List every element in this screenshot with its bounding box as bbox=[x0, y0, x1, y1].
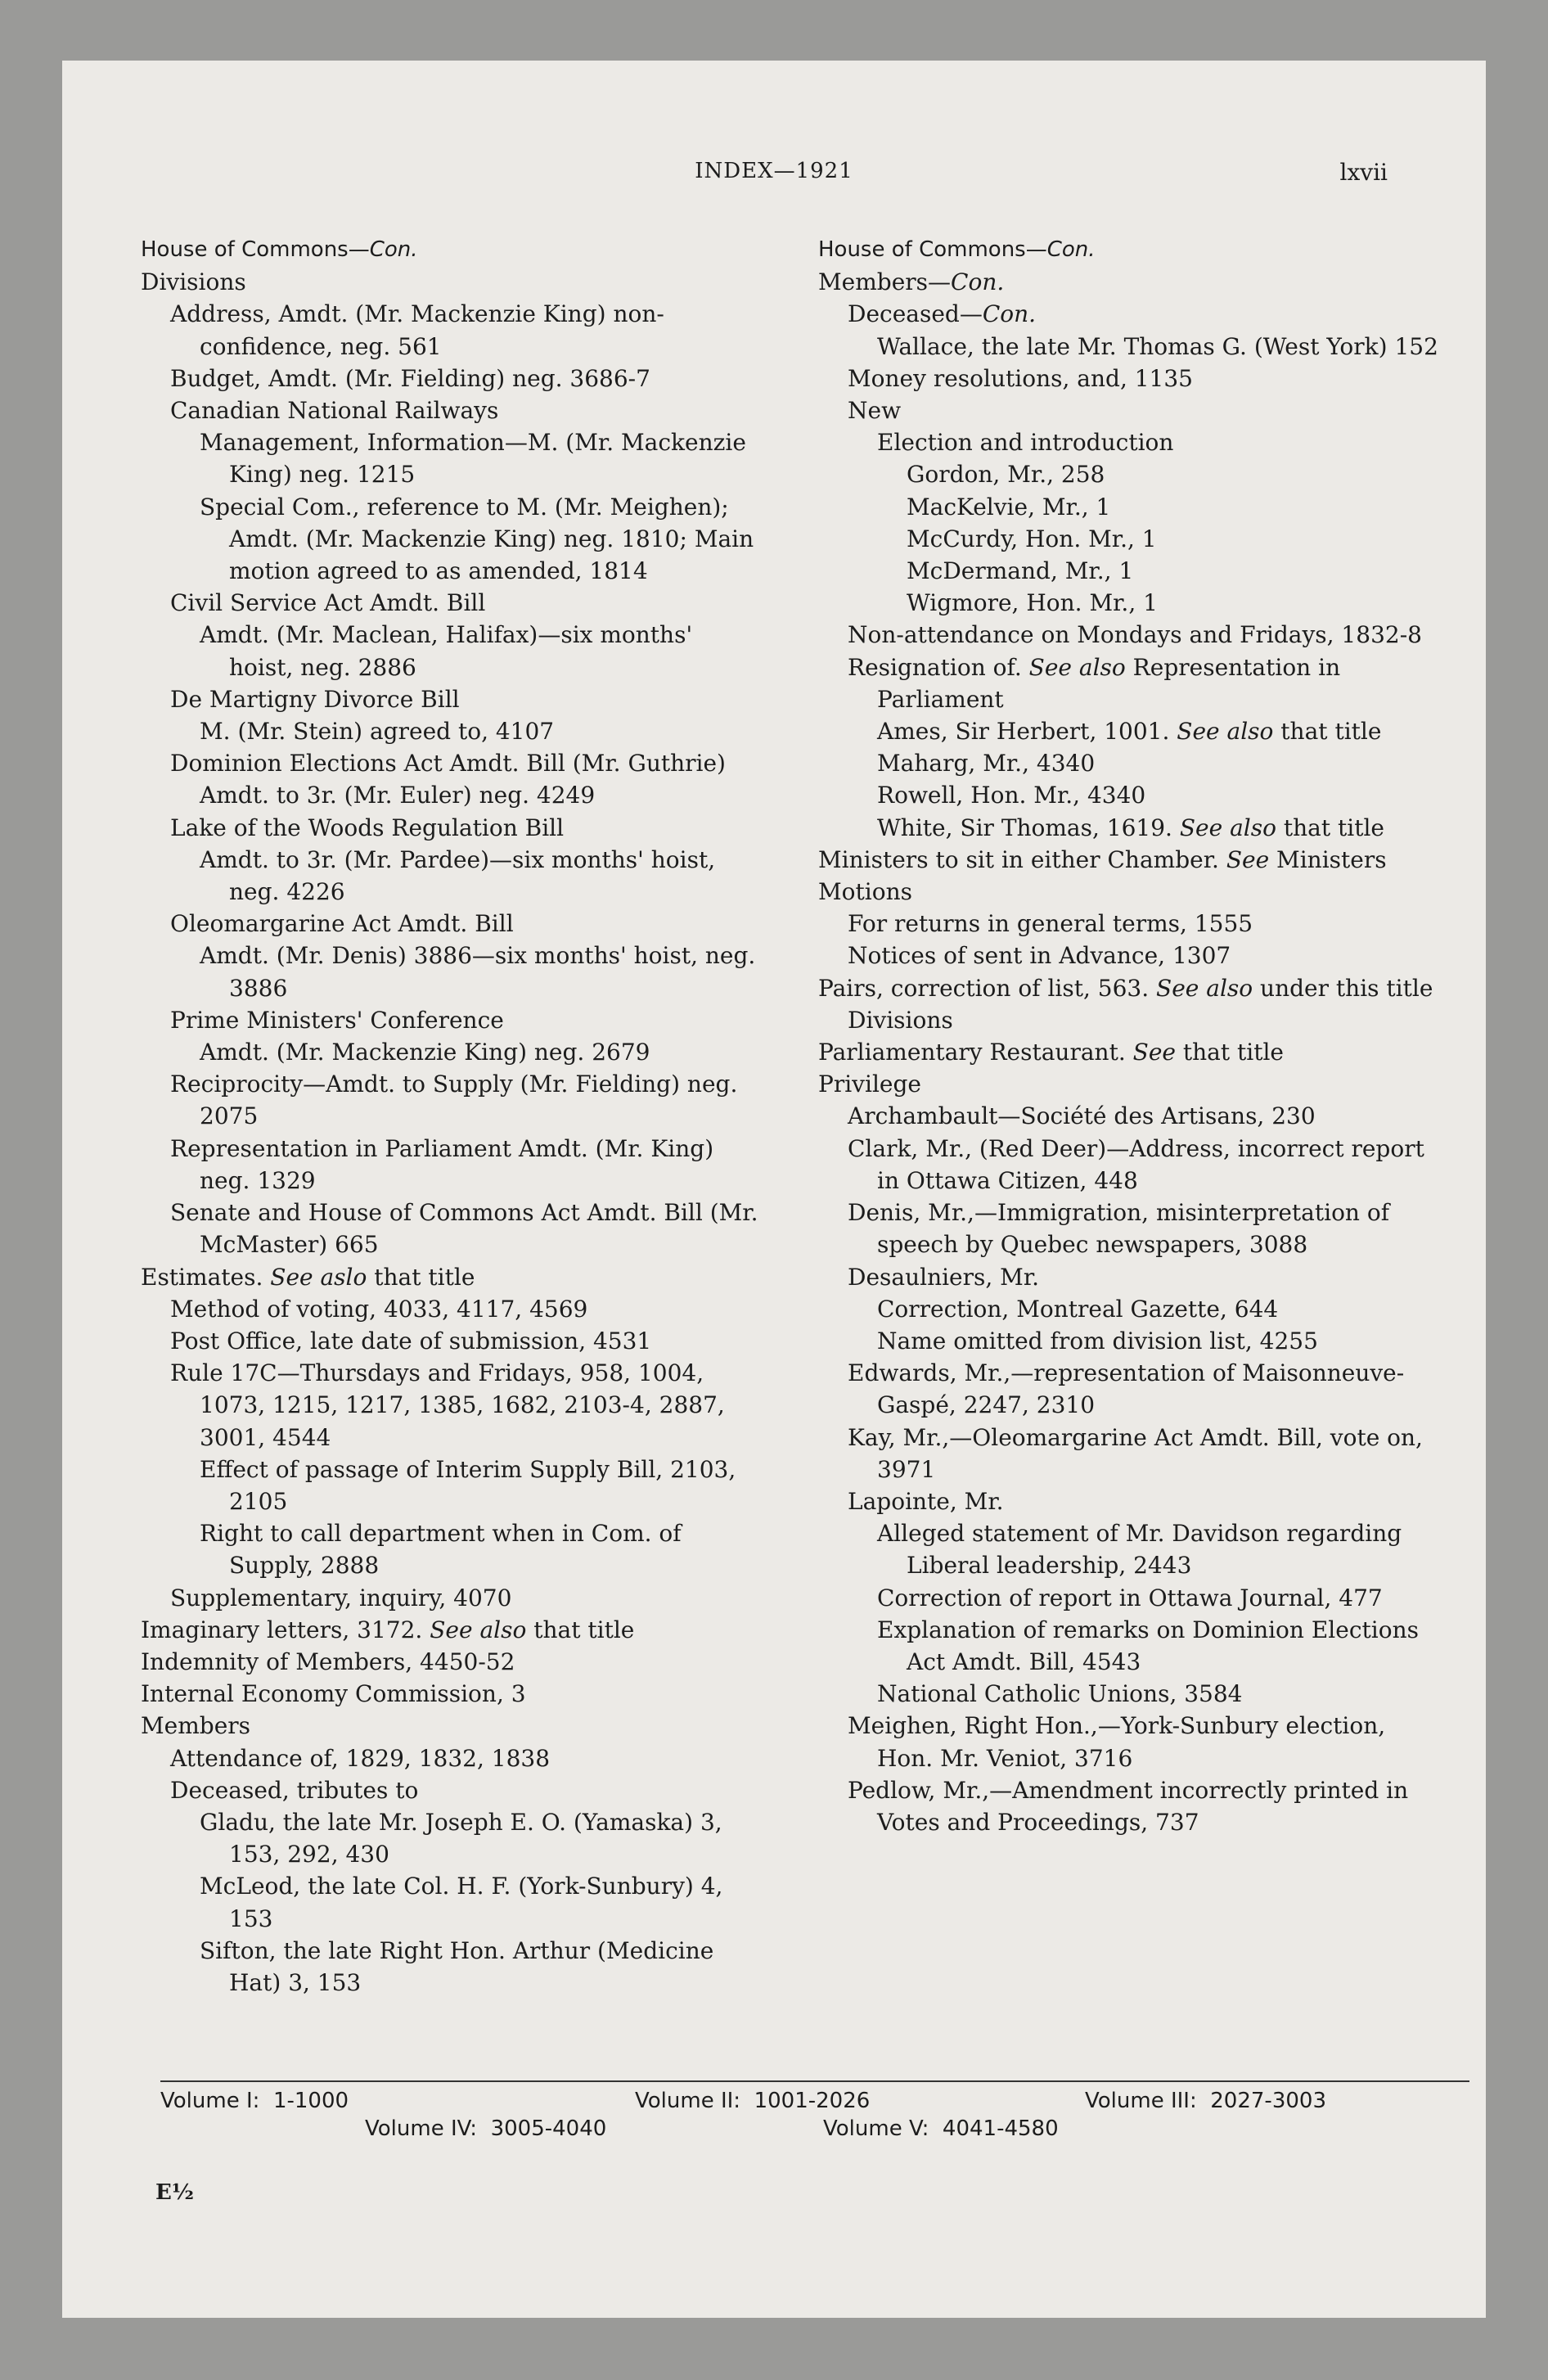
index-entry: National Catholic Unions, 3584 bbox=[877, 1680, 1243, 1708]
index-entry: Divisions bbox=[141, 268, 246, 296]
index-entry: Meighen, Right Hon.,—York-Sunbury election, Hon. Mr. Veniot, 3716 bbox=[848, 1712, 1386, 1772]
index-entry: Civil Service Act Amdt. Bill bbox=[170, 589, 486, 617]
volume-key-item: Volume V: 4041-4580 bbox=[823, 2116, 1059, 2141]
volume-key-item: Volume I: 1-1000 bbox=[160, 2089, 349, 2113]
index-entry: Right to call department when in Com. of Supply, 2888 bbox=[200, 1520, 682, 1580]
index-entry: Amdt. (Mr. Maclean, Halifax)—six months' hoist, neg. 2886 bbox=[200, 621, 693, 681]
footer-rule bbox=[160, 2080, 1469, 2082]
index-entry: Archambault—Société des Artisans, 230 bbox=[848, 1102, 1316, 1130]
index-entry: Notices of sent in Advance, 1307 bbox=[848, 942, 1231, 970]
index-entry: Resignation of. See also Representation in Parliament bbox=[848, 653, 1341, 713]
index-entry: Prime Ministers' Conference bbox=[170, 1006, 504, 1034]
index-entry: Post Office, late date of submission, 4531 bbox=[170, 1327, 652, 1355]
index-entry: Method of voting, 4033, 4117, 4569 bbox=[170, 1295, 588, 1323]
index-entry: McCurdy, Hon. Mr., 1 bbox=[907, 525, 1157, 552]
index-entry: Reciprocity—Amdt. to Supply (Mr. Fielding) neg. 2075 bbox=[170, 1071, 738, 1130]
index-entry: Dominion Elections Act Amdt. Bill (Mr. Guthrie) bbox=[170, 750, 726, 778]
index-entry: Supplementary, inquiry, 4070 bbox=[170, 1584, 512, 1611]
index-entry: Parliamentary Restaurant. See that title bbox=[818, 1039, 1284, 1066]
running-title: INDEX—1921 bbox=[695, 159, 853, 183]
index-entry: MacKelvie, Mr., 1 bbox=[907, 493, 1111, 521]
index-entry: Pedlow, Mr.,—Amendment incorrectly printed in Votes and Proceedings, 737 bbox=[848, 1776, 1409, 1836]
index-entry: Name omitted from division list, 4255 bbox=[877, 1327, 1318, 1355]
index-entry: McLeod, the late Col. H. F. (York-Sunbury) 4, 153 bbox=[200, 1873, 723, 1932]
volume-key-item: Volume IV: 3005-4040 bbox=[365, 2116, 607, 2141]
index-entry: Money resolutions, and, 1135 bbox=[848, 364, 1193, 392]
index-entry: Representation in Parliament Amdt. (Mr. King) neg. 1329 bbox=[170, 1134, 714, 1194]
volume-key-item: Volume II: 1001-2026 bbox=[635, 2089, 871, 2113]
index-entry: Lapointe, Mr. bbox=[848, 1487, 1004, 1515]
index-entry: Imaginary letters, 3172. See also that title bbox=[141, 1616, 635, 1643]
index-entry: Canadian National Railways bbox=[170, 397, 499, 425]
index-entry: Motions bbox=[818, 878, 912, 906]
index-entry: Clark, Mr., (Red Deer)—Address, incorrect report in Ottawa Citizen, 448 bbox=[848, 1134, 1424, 1194]
index-entry: Amdt. (Mr. Denis) 3886—six months' hoist, neg. 3886 bbox=[200, 942, 756, 1002]
section-heading: House of Commons—Con. bbox=[818, 237, 1096, 262]
index-entry: For returns in general terms, 1555 bbox=[848, 910, 1253, 938]
index-entry: Rowell, Hon. Mr., 4340 bbox=[877, 782, 1146, 809]
volume-key-item: Volume III: 2027-3003 bbox=[1085, 2089, 1326, 2113]
index-entry: Address, Amdt. (Mr. Mackenzie King) non-confidence, neg. 561 bbox=[170, 300, 664, 360]
index-entry: Amdt. (Mr. Mackenzie King) neg. 2679 bbox=[200, 1039, 650, 1066]
index-entry: Correction of report in Ottawa Journal, 477 bbox=[877, 1584, 1383, 1611]
index-entry: Rule 17C—Thursdays and Fridays, 958, 1004, 1073, 1215, 1217, 1385, 1682, 2103-4, 2887, 3001, 4544 bbox=[170, 1359, 725, 1451]
index-column-left bbox=[141, 234, 763, 1999]
index-entry: Budget, Amdt. (Mr. Fielding) neg. 3686-7 bbox=[170, 364, 650, 392]
index-entry: Pairs, correction of list, 563. See also under this title Divisions bbox=[818, 974, 1433, 1034]
index-entry: Non-attendance on Mondays and Fridays, 1832-8 bbox=[848, 621, 1422, 649]
index-entry: Kay, Mr.,—Oleomargarine Act Amdt. Bill, vote on, 3971 bbox=[848, 1423, 1423, 1483]
index-entry: Privilege bbox=[818, 1071, 921, 1098]
index-entry: M. (Mr. Stein) agreed to, 4107 bbox=[200, 718, 555, 746]
index-entry: De Martigny Divorce Bill bbox=[170, 685, 460, 713]
index-entry: Ames, Sir Herbert, 1001. See also that title bbox=[877, 718, 1382, 746]
index-entry: Senate and House of Commons Act Amdt. Bill (Mr. McMaster) 665 bbox=[170, 1199, 758, 1259]
index-entry: Wallace, the late Mr. Thomas G. (West York) 152 bbox=[877, 332, 1438, 360]
index-entry: Denis, Mr.,—Immigration, misinterpretation of speech by Quebec newspapers, 3088 bbox=[848, 1199, 1390, 1259]
index-entry: McDermand, Mr., 1 bbox=[907, 557, 1134, 585]
index-entry: Members—Con. bbox=[818, 268, 1005, 296]
index-entry: Gordon, Mr., 258 bbox=[907, 461, 1105, 489]
index-entry: Effect of passage of Interim Supply Bill, 2103, 2105 bbox=[200, 1455, 736, 1515]
section-heading: House of Commons—Con. bbox=[141, 237, 418, 262]
page-header bbox=[62, 159, 1486, 200]
index-entry: Amdt. to 3r. (Mr. Euler) neg. 4249 bbox=[200, 782, 596, 809]
index-entry: Election and introduction bbox=[877, 429, 1174, 457]
index-entry: Ministers to sit in either Chamber. See Ministers bbox=[818, 845, 1387, 873]
index-page bbox=[62, 61, 1486, 2318]
index-entry: Attendance of, 1829, 1832, 1838 bbox=[170, 1744, 551, 1772]
index-entry: Estimates. See aslo that title bbox=[141, 1263, 475, 1291]
index-entry: Wigmore, Hon. Mr., 1 bbox=[907, 589, 1158, 617]
index-entry: Indemnity of Members, 4450-52 bbox=[141, 1648, 515, 1675]
index-entry: Management, Information—M. (Mr. Mackenzie King) neg. 1215 bbox=[200, 429, 746, 489]
index-entry: Deceased—Con. bbox=[848, 300, 1037, 328]
index-entry: New bbox=[848, 397, 902, 425]
index-entry: Special Com., reference to M. (Mr. Meighen); Amdt. (Mr. Mackenzie King) neg. 1810; Main motion agreed to as amended, 1814 bbox=[200, 493, 754, 585]
signature-mark: E½ bbox=[155, 2180, 194, 2205]
page-number: lxvii bbox=[1339, 159, 1388, 186]
index-entry: Correction, Montreal Gazette, 644 bbox=[877, 1295, 1279, 1323]
index-entry: Maharg, Mr., 4340 bbox=[877, 750, 1096, 778]
index-entry: Edwards, Mr.,—representation of Maisonneuve-Gaspé, 2247, 2310 bbox=[848, 1359, 1405, 1419]
index-entry: Desaulniers, Mr. bbox=[848, 1263, 1040, 1291]
volume-key bbox=[160, 2089, 1469, 2154]
index-column-right bbox=[818, 234, 1440, 1838]
index-entry: Explanation of remarks on Dominion Elections Act Amdt. Bill, 4543 bbox=[877, 1616, 1419, 1675]
index-entry: Sifton, the late Right Hon. Arthur (Medicine Hat) 3, 153 bbox=[200, 1936, 714, 1996]
index-entry: White, Sir Thomas, 1619. See also that title bbox=[877, 814, 1384, 841]
index-entry: Alleged statement of Mr. Davidson regarding Liberal leadership, 2443 bbox=[877, 1520, 1402, 1580]
index-entry: Oleomargarine Act Amdt. Bill bbox=[170, 910, 514, 938]
index-entry: Members bbox=[141, 1712, 251, 1740]
index-entry: Amdt. to 3r. (Mr. Pardee)—six months' hoist, neg. 4226 bbox=[200, 845, 716, 906]
index-entry: Internal Economy Commission, 3 bbox=[141, 1680, 526, 1708]
index-entry: Lake of the Woods Regulation Bill bbox=[170, 814, 565, 841]
index-entry: Deceased, tributes to bbox=[170, 1776, 419, 1804]
index-entry: Gladu, the late Mr. Joseph E. O. (Yamaska) 3, 153, 292, 430 bbox=[200, 1808, 722, 1868]
